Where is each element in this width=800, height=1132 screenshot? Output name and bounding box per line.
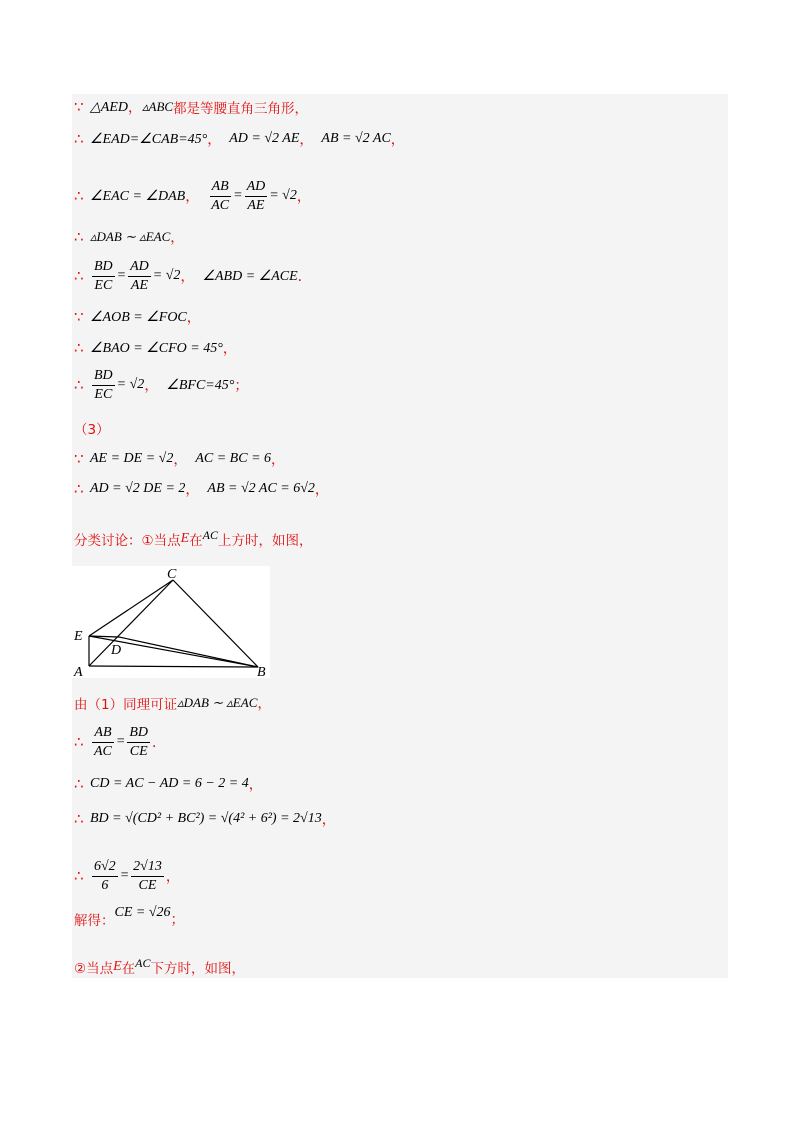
therefore-symbol: ∴ — [74, 228, 84, 246]
therefore-symbol: ∴ — [74, 130, 84, 148]
fraction: $\frac{BD}{CE}$ — [129, 724, 149, 759]
proof-line-7: ∴ ∠BAO = ∠CFO = 45° ， — [74, 339, 237, 357]
proof-line-5: ∴ $\frac{BD}{EC}$ = $\frac{AD}{AE}$ = √2 ， ∠ABD = ∠ACE ． — [74, 258, 312, 293]
therefore-symbol: ∴ — [74, 267, 84, 285]
proof-line-3: ∴ ∠EAC = ∠DAB ， $\frac{AB}{AC}$ = $\frac{AD}{AE}$ = √2 ， — [74, 178, 311, 213]
fraction: $\frac{AD}{AE}$ — [130, 258, 149, 293]
therefore-symbol: ∴ — [74, 775, 84, 793]
therefore-symbol: ∴ — [74, 733, 84, 751]
fraction: $\frac{AB}{AC}$ — [94, 724, 112, 759]
fraction: $\frac{2√13}{CE}$ — [133, 858, 162, 893]
fraction: $\frac{BD}{EC}$ — [94, 258, 113, 293]
proof-line-13: 由（1）同理可证 ▵DAB ∼ ▵EAC ， — [74, 695, 272, 713]
geometry-figure — [72, 566, 270, 678]
label-B: B — [257, 665, 266, 678]
case-2-heading: ②当点 E 在 AC 下方时，如图， — [74, 955, 246, 977]
proof-line-1: ∵ △AED ， ▵ABC 都是等腰直角三角形， — [74, 98, 309, 117]
therefore-symbol: ∴ — [74, 187, 84, 205]
proof-line-4: ∴ ▵DAB ∼ ▵EAC ， — [74, 228, 185, 246]
fraction: $\frac{6√2}{6}$ — [94, 858, 116, 893]
proof-line-10: ∵ AE = DE = √2 ， AC = BC = 6 ， — [74, 450, 286, 468]
fraction: $\frac{BD}{EC}$ — [94, 367, 113, 402]
case-1-heading: 分类讨论：①当点 E 在 AC 上方时，如图， — [74, 527, 313, 549]
because-symbol: ∵ — [74, 450, 84, 468]
fraction: $\frac{AD}{AE}$ — [246, 178, 266, 213]
therefore-symbol: ∴ — [74, 480, 84, 498]
label-D: D — [111, 643, 122, 658]
proof-line-8: ∴ $\frac{BD}{EC}$ = √2 ， ∠BFC=45° ； — [74, 367, 249, 402]
therefore-symbol: ∴ — [74, 339, 84, 357]
proof-line-15: ∴ CD = AC − AD = 6 − 2 = 4 ， — [74, 775, 263, 793]
label-C: C — [167, 567, 177, 582]
fraction: $\frac{AB}{AC}$ — [211, 178, 230, 213]
proof-line-11: ∴ AD = √2 DE = 2 ， AB = √2 AC = 6√2 ， — [74, 480, 329, 498]
segment-DB — [119, 637, 258, 667]
therefore-symbol: ∴ — [74, 376, 84, 394]
because-symbol: ∵ — [74, 308, 84, 326]
solution-line: 解得： CE = √26 ； — [74, 905, 185, 929]
label-E: E — [74, 629, 83, 644]
proof-line-2: ∴ ∠EAD=∠CAB=45° ， AD = √2 AE ， AB = √2 AC ， — [74, 130, 405, 148]
label-A: A — [74, 665, 83, 678]
proof-line-16: ∴ BD = √(CD² + BC²) = √(4² + 6²) = 2√13 ， — [74, 810, 336, 828]
section-label: （3） — [74, 422, 110, 438]
therefore-symbol: ∴ — [74, 810, 84, 828]
proof-line-14: ∴ $\frac{AB}{AC}$ = $\frac{BD}{CE}$ ． — [74, 724, 167, 759]
proof-line-17: ∴ $\frac{6√2}{6}$ = $\frac{2√13}{CE}$ ， — [74, 858, 180, 893]
segment-EC — [89, 580, 173, 636]
because-symbol: ∵ — [74, 98, 84, 116]
segment-AB — [89, 666, 258, 667]
segment-AC — [89, 580, 173, 666]
proof-line-6: ∵ ∠AOB = ∠FOC ， — [74, 308, 201, 326]
therefore-symbol: ∴ — [74, 867, 84, 885]
